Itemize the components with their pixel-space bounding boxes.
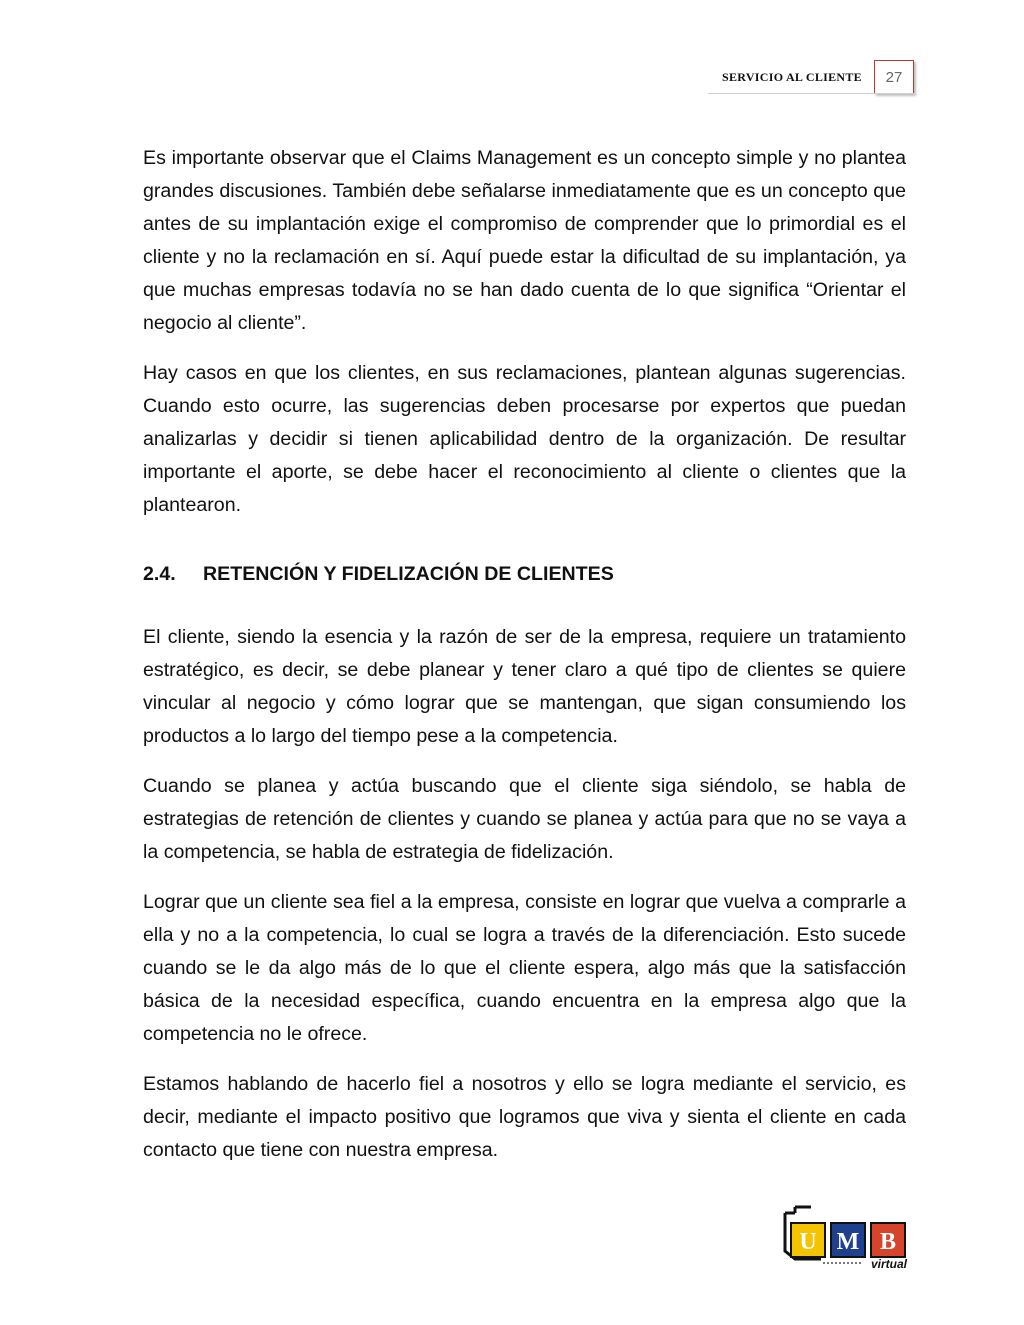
paragraph: Es importante observar que el Claims Management es un concepto simple y no plantea grandes discusiones. También debe señalarse inmediatamente que es un concepto que antes de su implantación exige el compromiso de comprender que lo primordial es el cliente y no la reclamación en sí. Aquí puede estar la dificultad de su implantación, ya que muchas empresas todavía no se han dado cuenta de lo que significa “Orientar el negocio al cliente”.	[143, 147, 906, 334]
logo-letter-b: B	[879, 1229, 897, 1255]
header-title: SERVICIO AL CLIENTE	[722, 69, 862, 84]
page-number-box	[874, 60, 914, 94]
page-header	[722, 60, 914, 94]
paragraph: Estamos hablando de hacerlo fiel a nosotros y ello se logra mediante el servicio, es decir, mediante el impacto positivo que logramos que viva y sienta el cliente en cada contacto que tiene con nuestra empresa.	[143, 1073, 906, 1161]
umb-virtual-logo	[781, 1205, 911, 1271]
paragraph: El cliente, siendo la esencia y la razón de ser de la empresa, requiere un tratamiento estratégico, es decir, se debe planear y tener claro a qué tipo de clientes se quiere vincular al negocio y cómo lograr que se mantengan, que sigan consumiendo los productos a lo largo del tiempo pese a la competencia.	[143, 626, 906, 747]
header-divider	[708, 93, 915, 94]
paragraph: Lograr que un cliente sea fiel a la empresa, consiste en lograr que vuelva a comprarle a ella y no a la competencia, lo cual se logra a través de la diferenciación. Esto sucede cuando se le da algo más de lo que el cliente espera, algo más que la satisfacción básica de la necesidad específica, cuando encuentra en la empresa algo que la competencia no le ofrece.	[143, 891, 906, 1045]
page-number: 27	[885, 68, 903, 86]
logo-letter-m: M	[836, 1229, 860, 1255]
paragraph: Cuando se planea y actúa buscando que el cliente siga siéndolo, se habla de estrategias de retención de clientes y cuando se planea y actúa para que no se vaya a la competencia, se habla de estrategia de fidelización.	[143, 775, 906, 863]
section-number: 2.4.	[143, 563, 176, 585]
logo-subtitle: virtual	[870, 1257, 907, 1271]
section-title: RETENCIÓN Y FIDELIZACIÓN DE CLIENTES	[203, 563, 614, 585]
logo-letter-u: U	[799, 1229, 817, 1255]
paragraph: Hay casos en que los clientes, en sus reclamaciones, plantean algunas sugerencias. Cuando esto ocurre, las sugerencias deben procesarse por expertos que puedan analizarlas y decidir si tienen aplicabilidad dentro de la organización. De resultar importante el aporte, se debe hacer el reconocimiento al cliente o clientes que la plantearon.	[143, 362, 906, 516]
document-body	[143, 142, 906, 1184]
section-heading	[143, 558, 906, 591]
